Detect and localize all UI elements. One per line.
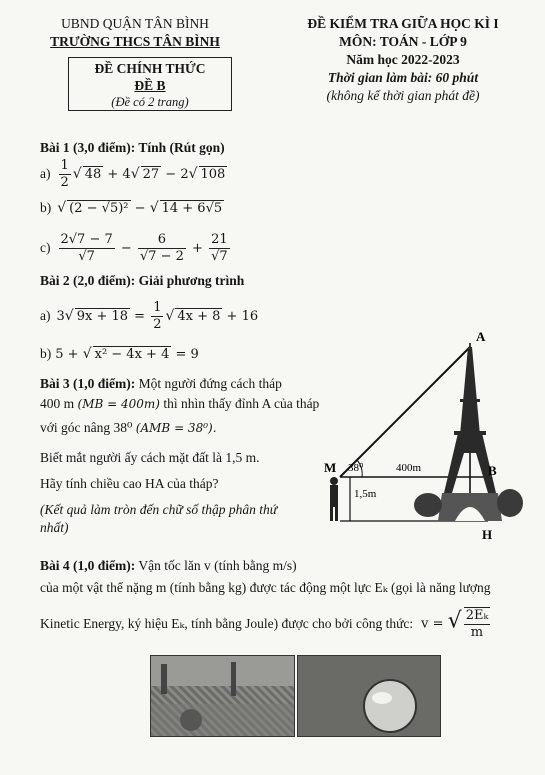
problem1-c-expression: $\frac{2√7 - 7}{√7}$ − $\frac{6}{√7 - 2}$ + $\frac{21}{√7}$: [60, 231, 228, 264]
duration: Thời gian làm bài: 60 phút: [327, 70, 479, 85]
exam-code: ĐỀ B: [134, 78, 166, 93]
problem1-title: Bài 1 (3,0 điểm): Tính (Rút gọn): [40, 140, 225, 155]
tower-diagram: [310, 325, 525, 545]
problem2-b-expression: 5 + √ x² − 4x + 4 = 9: [55, 346, 199, 362]
label-h: H: [482, 527, 493, 542]
exam-title: ĐỀ KIỂM TRA GIỮA HỌC KÌ I: [307, 16, 499, 31]
problem3-distance: 400 m: [40, 396, 75, 411]
official-label: ĐỀ CHÍNH THỨC: [94, 61, 206, 76]
problem2-a: [40, 298, 258, 334]
height-label: 1,5m: [354, 488, 377, 500]
angle-label: 38⁰: [348, 462, 364, 474]
formula-denominator: m: [470, 625, 484, 640]
problem4-line2: của một vật thể nặng m (tính bằng kg) được tác động một lực Eₖ (gọi là năng lượng: [40, 580, 491, 595]
district-name: UBND QUẬN TÂN BÌNH: [61, 16, 209, 31]
problem4-line1: [40, 558, 297, 574]
problem1-b: [40, 196, 224, 220]
problem3-line2: [40, 396, 319, 412]
header-right: [278, 15, 528, 105]
problem3-angle: với góc nâng 38⁰: [40, 420, 133, 435]
problem4-title: Bài 4 (1,0 điểm):: [40, 558, 136, 573]
problem2-b-label: b): [40, 346, 52, 361]
problem3-line3: [40, 420, 217, 436]
person-icon: [330, 477, 338, 521]
duration-note: (không kể thời gian phát đề): [326, 88, 480, 103]
school-name: TRƯỜNG THCS TÂN BÌNH: [50, 34, 220, 49]
label-m: M: [324, 460, 337, 475]
problem3-line4: Biết mắt người ấy cách mặt đất là 1,5 m.: [40, 450, 260, 465]
problem1-c-label: c): [40, 240, 51, 255]
problem3-line6: (Kết quả làm tròn đến chữ số thập phân thứ: [40, 502, 278, 517]
header-left: [40, 15, 230, 51]
photo-content-right: [298, 656, 440, 736]
problem1-a-label: a): [40, 166, 51, 181]
tower-icon: [438, 347, 502, 521]
kinetic-formula: v = √ $\frac{\text{2Eₖ}}{m}$: [421, 608, 489, 640]
problem4-line3: [40, 606, 492, 642]
problem3-title: Bài 3 (1,0 điểm):: [40, 376, 136, 391]
problem1-b-label: b): [40, 200, 52, 215]
subject: MÔN: TOÁN - LỚP 9: [339, 34, 467, 49]
formula-numerator: 2Eₖ: [465, 608, 489, 623]
photo-sphere: [297, 655, 441, 737]
photo-rolling-scene: [150, 655, 295, 737]
problem4-text3: Kinetic Energy, ký hiệu Eₖ, tính bằng Joule) được cho bởi công thức:: [40, 616, 414, 631]
official-stamp-box: [68, 57, 232, 111]
problem2-a-label: a): [40, 308, 51, 323]
problem3-angle-condition: (AMB = 38⁰).: [135, 421, 217, 435]
formula-lhs: v =: [421, 616, 444, 632]
problem1-c: [40, 228, 232, 268]
problem4-text1: Vận tốc lăn v (tính bằng m/s): [138, 558, 297, 573]
problem3-line5: Hãy tính chiều cao HA của tháp?: [40, 476, 219, 491]
distance-label: 400m: [396, 462, 422, 474]
label-b: B: [488, 463, 497, 478]
problem3-line1: [40, 376, 282, 392]
photo-content-left: [151, 656, 294, 736]
problem1-b-expression: √ (2 − √5)² − √ 14 + 6√5: [57, 200, 223, 216]
problem2-b: [40, 342, 199, 366]
problem2-a-expression: 3√ 9x + 18 = $\frac{1}{2}$ √ 4x + 8 + 16: [56, 299, 259, 332]
problem3-text2: thì nhìn thấy đỉnh A của tháp: [163, 396, 320, 411]
problem1-a: [40, 157, 227, 190]
pages-note: (Đề có 2 trang): [111, 95, 189, 109]
problem3-distance-condition: (MB = 400m): [77, 397, 160, 411]
problem3-text1: Một người đứng cách tháp: [138, 376, 282, 391]
label-a: A: [476, 329, 486, 344]
sight-line: [340, 347, 470, 477]
problem3-line7: nhất): [40, 520, 69, 535]
problem2-title: Bài 2 (2,0 điểm): Giải phương trình: [40, 273, 245, 288]
school-year: Năm học 2022-2023: [346, 52, 460, 67]
problem1-a-expression: $\frac{1}{2}$ √ 48 + 4√ 27 − 2√ 108: [60, 157, 226, 190]
